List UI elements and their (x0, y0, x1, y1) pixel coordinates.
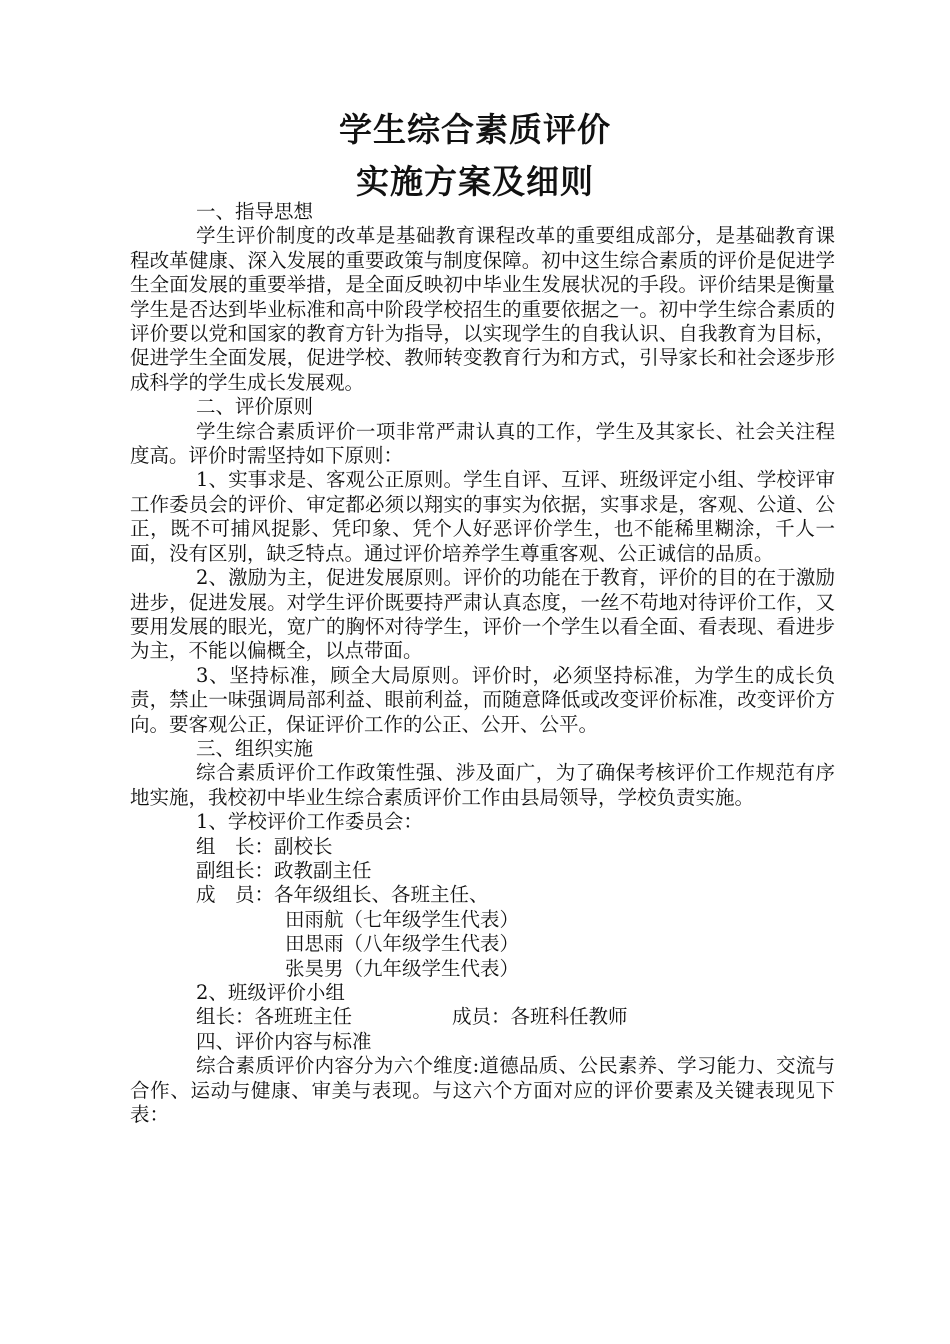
document-title-line1: 学生综合素质评价 (339, 110, 611, 149)
section2-heading: 二、评价原则 (196, 395, 314, 419)
section3-paragraph: 综合素质评价工作政策性强、涉及面广，为了确保考核评价工作规范有序地实施，我校初中毕业生综合素质评价工作由县局领导，学校负责实施。 (130, 761, 835, 809)
section1-heading: 一、指导思想 (196, 200, 314, 223)
section4-paragraph: 综合素质评价内容分为六个维度:道德品质、公民素养、学习能力、交流与合作、运动与健康、审美与表现。与这六个方面对应的评价要素及关键表现见下表： (130, 1054, 835, 1127)
document-body (130, 200, 835, 1127)
section2-principle-1: 1、实事求是、客观公正原则。学生自评、互评、班级评定小组、学校评审工作委员会的评价、审定都必须以翔实的事实为依据，实事求是，客观、公道、公正，既不可捕风捉影、凭印象、凭个人好恶评价学生，也不能稀里糊涂，千人一面，没有区别，缺乏特点。通过评价培养学生尊重客观、公正诚信的品质。 (130, 468, 835, 565)
class-group-row (130, 1005, 835, 1029)
committee-member-2: 田思雨（八年级学生代表） (285, 932, 520, 956)
class-group-leader: 组长：各班班主任 (196, 1005, 353, 1029)
section1-paragraph: 学生评价制度的改革是基础教育课程改革的重要组成部分，是基础教育课程改革健康、深入发展的重要政策与制度保障。初中这生综合素质的评价是促进学生全面发展的重要举措，是全面反映初中毕业生发展状况的手段。评价结果是衡量学生是否达到毕业标准和高中阶段学校招生的重要依据之一。初中学生综合素质的评价要以党和国家的教育方针为指导，以实现学生的自我认识、自我教育为目标，促进学生全面发展，促进学校、教师转变教育行为和方式，引导家长和社会逐步形成科学的学生成长发展观。 (130, 224, 835, 394)
committee-vice-leader: 副组长：政教副主任 (196, 858, 372, 882)
committee-member-3: 张昊男（九年级学生代表） (285, 956, 520, 980)
section3-class-group-heading: 2、班级评价小组 (196, 981, 345, 1004)
committee-leader: 组 长：副校长 (196, 834, 333, 858)
committee-members: 成 员：各年级组长、各班主任、 (196, 883, 489, 907)
section3-committee-heading: 1、学校评价工作委员会： (196, 810, 423, 834)
document-title-line2: 实施方案及细则 (356, 162, 594, 201)
section2-principle-2: 2、激励为主，促进发展原则。评价的功能在于教育，评价的目的在于激励进步，促进发展。对学生评价既要持严肃认真态度，一丝不苟地对待评价工作，又要用发展的眼光，宽广的胸怀对待学生，评价一个学生以看全面、看表现、看进步为主，不能以偏概全，以点带面。 (130, 566, 835, 663)
section4-heading: 四、评价内容与标准 (196, 1029, 372, 1053)
section2-paragraph-intro: 学生综合素质评价一项非常严肃认真的工作，学生及其家长、社会关注程度高。评价时需坚持如下原则： (130, 419, 835, 468)
section2-principle-3: 3、坚持标准，顾全大局原则。评价时，必须坚持标准，为学生的成长负责，禁止一味强调局部利益、眼前利益，而随意降低或改变评价标准，改变评价方向。要客观公正，保证评价工作的公正、公开、公平。 (130, 663, 835, 736)
class-group-members: 成员：各班科任教师 (452, 1005, 628, 1029)
section3-heading: 三、组织实施 (196, 736, 314, 760)
committee-member-1: 田雨航（七年级学生代表） (285, 907, 520, 931)
